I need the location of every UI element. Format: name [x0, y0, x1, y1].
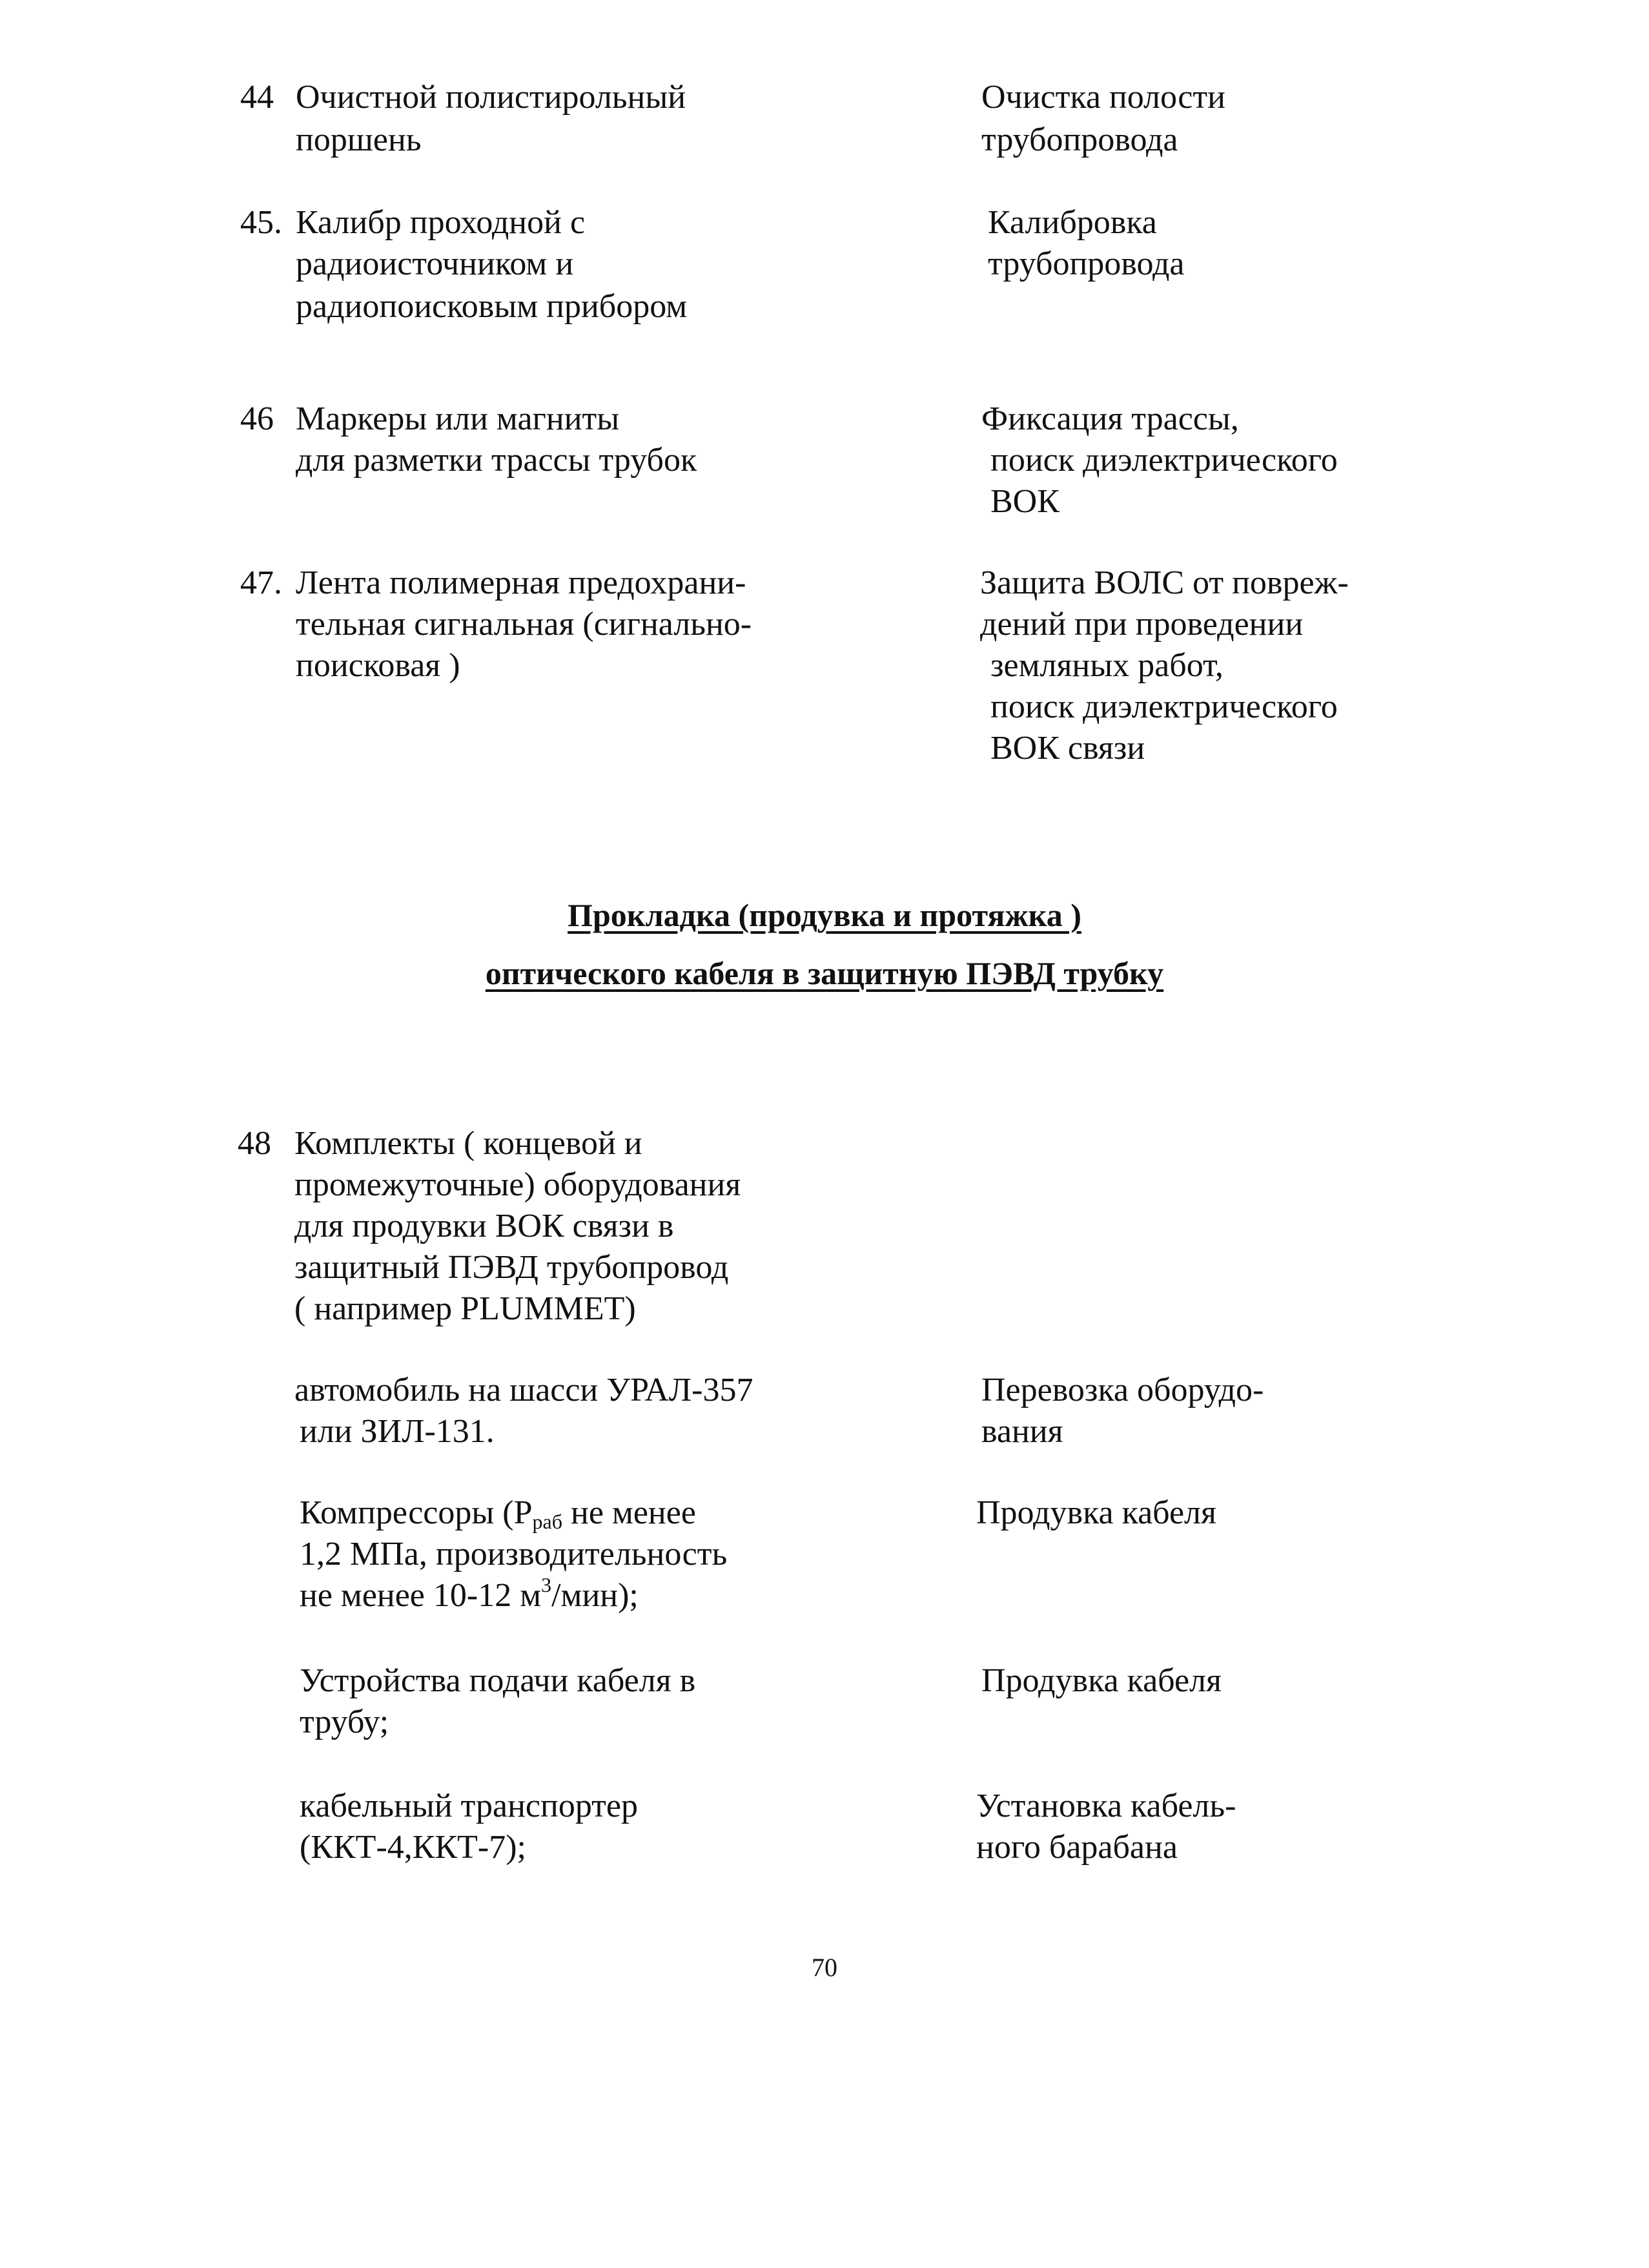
item-purpose-line: поиск диэлектрического [990, 688, 1338, 725]
item-name-line: тельная сигнальная (сигнально- [296, 606, 752, 643]
item-name-line: для разметки трассы трубок [296, 442, 697, 479]
item-purpose-line: земляных работ, [990, 647, 1224, 684]
page-number: 70 [812, 1953, 837, 1982]
subitem-name-line [300, 1574, 639, 1617]
item-name-line: Очистной полистирольный [296, 79, 686, 116]
subitem-purpose-line: ного барабана [976, 1829, 1178, 1866]
section-heading-line-1: Прокладка (продувка и протяжка ) [568, 897, 1081, 933]
item-name-line: Маркеры или магниты [296, 400, 620, 437]
item-number: 48 [238, 1125, 271, 1162]
item-purpose-line: ВОК связи [990, 730, 1145, 767]
subitem-purpose-line: Установка кабель- [976, 1788, 1236, 1824]
item-purpose-line: поиск диэлектрического [990, 442, 1338, 479]
item-name-line: радиопоисковым прибором [296, 288, 688, 325]
subitem-purpose-line: Перевозка оборудо- [981, 1372, 1264, 1408]
subitem-name-line: или ЗИЛ-131. [300, 1413, 495, 1450]
item-name-line: поисковая ) [296, 647, 460, 684]
subitem-name-line: автомобиль на шасси УРАЛ-357 [294, 1372, 753, 1408]
compressor-text-suffix: не менее [562, 1494, 696, 1531]
item-name-line: промежуточные) оборудования [294, 1166, 741, 1203]
subitem-purpose-line: вания [981, 1413, 1063, 1450]
subitem-name-line: 1,2 МПа, производительность [300, 1536, 728, 1572]
subscript-rab: раб [532, 1510, 563, 1533]
item-number: 44 [240, 79, 274, 116]
item-name-line: поршень [296, 121, 422, 158]
item-purpose-line: трубопровода [988, 245, 1185, 282]
superscript-cubed: 3 [541, 1573, 552, 1596]
item-number: 45. [240, 204, 282, 241]
item-name-line: ( например PLUMMET) [294, 1290, 636, 1327]
item-name-line: для продувки ВОК связи в [294, 1208, 674, 1244]
item-purpose-line: дений при проведении [980, 606, 1304, 643]
item-purpose-line: Фиксация трассы, [981, 400, 1239, 437]
subitem-purpose-line: Продувка кабеля [976, 1494, 1216, 1531]
item-number: 47. [240, 564, 282, 601]
compressor-text: Компрессоры (Р [300, 1494, 533, 1531]
item-purpose-line: Защита ВОЛС от повреж- [980, 564, 1349, 601]
subitem-name-line [300, 1492, 696, 1534]
item-purpose-line: Очистка полости [981, 79, 1225, 116]
item-number: 46 [240, 400, 274, 437]
capacity-text: не менее 10-12 м [300, 1577, 542, 1614]
section-heading-line-2: оптического кабеля в защитную ПЭВД трубку [485, 955, 1164, 991]
item-purpose-line: трубопровода [981, 121, 1178, 158]
item-name-line: радиоисточником и [296, 245, 574, 282]
subitem-name-line: Устройства подачи кабеля в [300, 1662, 696, 1699]
item-name-line: Лента полимерная предохрани- [296, 564, 746, 601]
subitem-purpose-line: Продувка кабеля [981, 1662, 1222, 1699]
subitem-name-line: трубу; [300, 1704, 389, 1740]
item-name-line: Комплекты ( концевой и [294, 1125, 642, 1162]
item-purpose-line: ВОК [990, 483, 1060, 520]
item-name-line: защитный ПЭВД трубопровод [294, 1249, 729, 1286]
subitem-name-line: (ККТ-4,ККТ-7); [300, 1829, 526, 1866]
item-name-line: Калибр проходной с [296, 204, 586, 241]
item-purpose-line: Калибровка [988, 204, 1157, 241]
subitem-name-line: кабельный транспортер [300, 1788, 638, 1824]
capacity-unit-suffix: /мин); [551, 1577, 639, 1614]
